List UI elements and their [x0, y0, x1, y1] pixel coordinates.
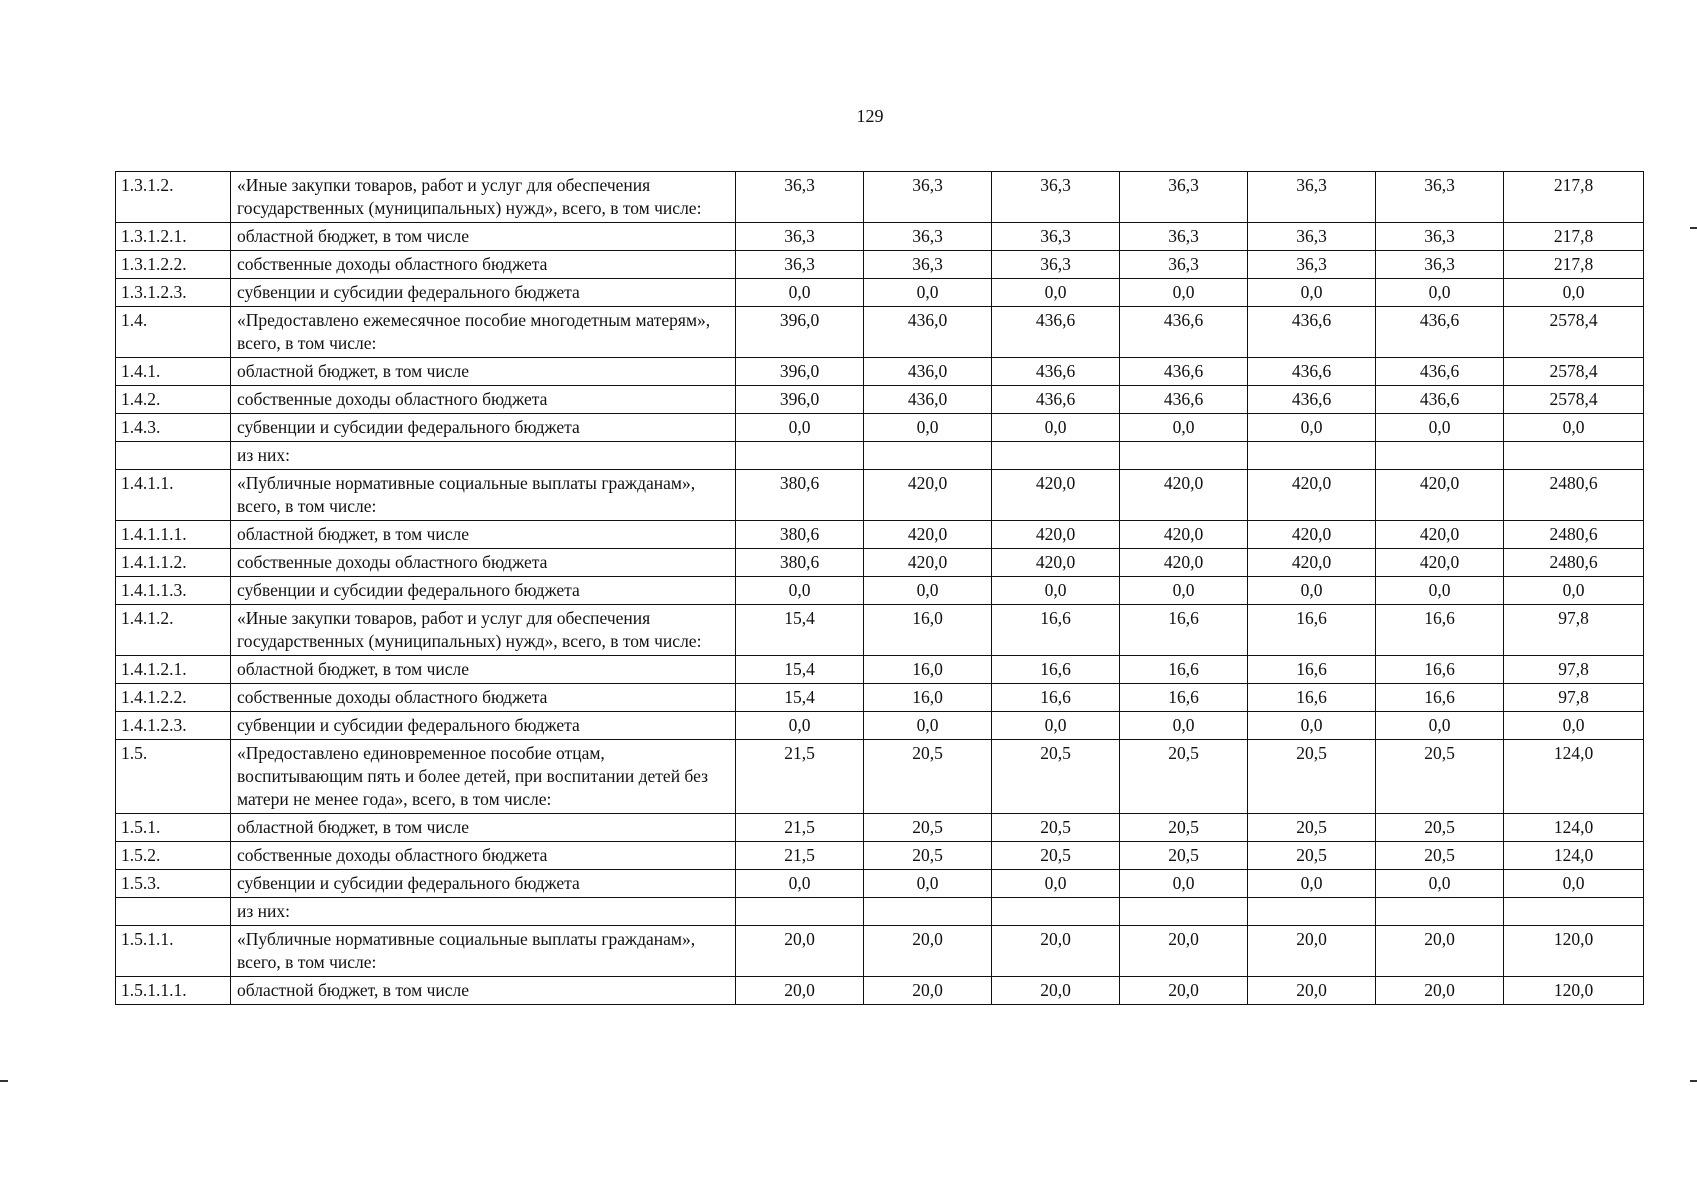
row-value: 436,6	[992, 358, 1120, 386]
row-value: 0,0	[992, 279, 1120, 307]
row-code: 1.4.1.	[116, 358, 231, 386]
row-value: 436,0	[864, 358, 992, 386]
row-value	[864, 442, 992, 470]
row-value: 36,3	[864, 251, 992, 279]
row-value: 36,3	[992, 251, 1120, 279]
row-value: 420,0	[864, 470, 992, 521]
row-code: 1.5.	[116, 740, 231, 814]
row-value: 420,0	[1248, 549, 1376, 577]
table-row	[116, 577, 1644, 605]
row-value: 20,5	[992, 740, 1120, 814]
table-row	[116, 656, 1644, 684]
row-value: 20,0	[864, 977, 992, 1005]
row-value: 16,6	[1376, 684, 1504, 712]
row-value: 36,3	[1376, 172, 1504, 223]
row-total-value: 124,0	[1504, 814, 1644, 842]
row-value: 15,4	[736, 684, 864, 712]
row-total-value: 2480,6	[1504, 521, 1644, 549]
row-value	[1376, 442, 1504, 470]
table-row	[116, 740, 1644, 814]
row-value: 0,0	[1120, 712, 1248, 740]
row-value: 436,6	[1120, 358, 1248, 386]
row-value: 0,0	[1376, 414, 1504, 442]
row-total-value: 217,8	[1504, 172, 1644, 223]
budget-table	[115, 171, 1644, 1005]
row-value: 420,0	[992, 521, 1120, 549]
table-row	[116, 977, 1644, 1005]
row-value: 420,0	[1376, 521, 1504, 549]
row-total-value	[1504, 442, 1644, 470]
row-value: 16,6	[1376, 605, 1504, 656]
row-value: 16,6	[1248, 656, 1376, 684]
row-description: областной бюджет, в том числе	[231, 814, 736, 842]
row-description: собственные доходы областного бюджета	[231, 386, 736, 414]
row-value: 0,0	[1120, 414, 1248, 442]
table-row	[116, 223, 1644, 251]
row-value: 20,5	[1120, 740, 1248, 814]
row-value: 36,3	[1248, 223, 1376, 251]
row-code: 1.5.3.	[116, 870, 231, 898]
row-value: 20,5	[992, 842, 1120, 870]
row-value: 20,5	[1120, 814, 1248, 842]
row-total-value: 97,8	[1504, 605, 1644, 656]
row-value: 396,0	[736, 358, 864, 386]
row-value: 0,0	[1376, 712, 1504, 740]
row-total-value: 0,0	[1504, 577, 1644, 605]
row-value: 420,0	[992, 549, 1120, 577]
row-total-value: 0,0	[1504, 712, 1644, 740]
row-total-value: 124,0	[1504, 740, 1644, 814]
table-row	[116, 926, 1644, 977]
row-value: 16,0	[864, 684, 992, 712]
row-value: 380,6	[736, 470, 864, 521]
row-value: 36,3	[1248, 172, 1376, 223]
row-value: 36,3	[992, 223, 1120, 251]
row-value: 20,5	[1248, 842, 1376, 870]
row-value: 436,0	[864, 307, 992, 358]
row-value: 21,5	[736, 814, 864, 842]
row-value: 20,5	[864, 842, 992, 870]
table-row	[116, 898, 1644, 926]
row-value: 436,6	[1376, 358, 1504, 386]
row-code: 1.5.2.	[116, 842, 231, 870]
row-description: «Иные закупки товаров, работ и услуг для обеспечения государственных (муниципальных) нужд», всего, в том числе:	[231, 605, 736, 656]
row-value: 36,3	[1248, 251, 1376, 279]
row-value: 0,0	[1248, 279, 1376, 307]
row-value: 20,5	[992, 814, 1120, 842]
row-value: 16,6	[1248, 605, 1376, 656]
row-value: 0,0	[736, 577, 864, 605]
row-value: 420,0	[1376, 549, 1504, 577]
row-value: 0,0	[1120, 279, 1248, 307]
row-value: 0,0	[736, 279, 864, 307]
row-total-value: 2578,4	[1504, 307, 1644, 358]
row-value: 0,0	[736, 712, 864, 740]
row-value: 20,0	[864, 926, 992, 977]
row-code: 1.4.3.	[116, 414, 231, 442]
row-value: 36,3	[736, 223, 864, 251]
row-value: 420,0	[1248, 521, 1376, 549]
row-value: 20,0	[736, 926, 864, 977]
row-total-value: 2480,6	[1504, 470, 1644, 521]
scan-edge-mark	[1690, 1080, 1697, 1082]
row-value: 436,6	[1120, 386, 1248, 414]
row-value: 16,6	[1120, 656, 1248, 684]
row-value: 436,6	[1120, 307, 1248, 358]
row-value: 16,6	[992, 605, 1120, 656]
table-row	[116, 712, 1644, 740]
row-value: 436,6	[1248, 386, 1376, 414]
row-value: 0,0	[1120, 870, 1248, 898]
row-code: 1.4.1.1.3.	[116, 577, 231, 605]
row-value: 36,3	[864, 223, 992, 251]
row-description: областной бюджет, в том числе	[231, 521, 736, 549]
table-row	[116, 414, 1644, 442]
table-row	[116, 605, 1644, 656]
table-row	[116, 684, 1644, 712]
row-value: 420,0	[992, 470, 1120, 521]
row-value: 0,0	[1376, 279, 1504, 307]
row-description: областной бюджет, в том числе	[231, 656, 736, 684]
row-description: субвенции и субсидии федерального бюджета	[231, 577, 736, 605]
row-value: 396,0	[736, 307, 864, 358]
row-value: 16,6	[1376, 656, 1504, 684]
row-description: из них:	[231, 442, 736, 470]
row-code	[116, 898, 231, 926]
row-value: 21,5	[736, 740, 864, 814]
row-description: субвенции и субсидии федерального бюджета	[231, 870, 736, 898]
row-value	[736, 898, 864, 926]
row-value: 20,0	[1248, 977, 1376, 1005]
row-value: 0,0	[992, 577, 1120, 605]
row-value: 0,0	[1376, 870, 1504, 898]
row-description: областной бюджет, в том числе	[231, 358, 736, 386]
row-value: 20,5	[1120, 842, 1248, 870]
row-value: 0,0	[736, 870, 864, 898]
row-value: 16,0	[864, 605, 992, 656]
row-code: 1.5.1.1.1.	[116, 977, 231, 1005]
row-code: 1.4.2.	[116, 386, 231, 414]
row-value: 396,0	[736, 386, 864, 414]
row-code	[116, 442, 231, 470]
row-description: «Предоставлено единовременное пособие отцам, воспитывающим пять и более детей, при воспитании детей без матери не менее года», всего, в том числе:	[231, 740, 736, 814]
table-row	[116, 386, 1644, 414]
row-value: 436,0	[864, 386, 992, 414]
row-value: 0,0	[1248, 870, 1376, 898]
row-value: 436,6	[992, 386, 1120, 414]
row-value: 36,3	[736, 251, 864, 279]
row-value: 20,5	[864, 814, 992, 842]
row-value: 21,5	[736, 842, 864, 870]
row-value: 0,0	[1248, 577, 1376, 605]
row-value: 20,5	[864, 740, 992, 814]
row-value: 420,0	[1120, 549, 1248, 577]
row-description: собственные доходы областного бюджета	[231, 251, 736, 279]
row-value: 420,0	[1248, 470, 1376, 521]
table-row	[116, 251, 1644, 279]
row-description: «Публичные нормативные социальные выплаты гражданам», всего, в том числе:	[231, 926, 736, 977]
row-value	[1376, 898, 1504, 926]
table-row	[116, 470, 1644, 521]
row-value: 0,0	[736, 414, 864, 442]
row-value: 0,0	[864, 870, 992, 898]
row-value: 16,0	[864, 656, 992, 684]
row-value: 420,0	[864, 521, 992, 549]
row-code: 1.3.1.2.3.	[116, 279, 231, 307]
table-row	[116, 442, 1644, 470]
table-row	[116, 842, 1644, 870]
row-value	[1248, 442, 1376, 470]
row-value: 16,6	[1120, 684, 1248, 712]
row-code: 1.4.1.2.3.	[116, 712, 231, 740]
row-description: «Публичные нормативные социальные выплаты гражданам», всего, в том числе:	[231, 470, 736, 521]
row-code: 1.4.1.2.	[116, 605, 231, 656]
row-code: 1.5.1.	[116, 814, 231, 842]
row-code: 1.4.1.2.1.	[116, 656, 231, 684]
row-value: 0,0	[864, 577, 992, 605]
scan-edge-mark	[0, 1080, 8, 1082]
row-value: 0,0	[864, 414, 992, 442]
row-value: 436,6	[1248, 358, 1376, 386]
row-value: 0,0	[1248, 712, 1376, 740]
row-total-value: 0,0	[1504, 414, 1644, 442]
row-total-value: 2578,4	[1504, 386, 1644, 414]
table-row	[116, 814, 1644, 842]
row-value	[1120, 442, 1248, 470]
row-value: 0,0	[1248, 414, 1376, 442]
row-value: 436,6	[1248, 307, 1376, 358]
row-value: 20,5	[1376, 740, 1504, 814]
row-value: 0,0	[992, 414, 1120, 442]
row-value: 20,5	[1376, 814, 1504, 842]
row-value: 0,0	[1376, 577, 1504, 605]
row-code: 1.3.1.2.1.	[116, 223, 231, 251]
row-value: 36,3	[1120, 172, 1248, 223]
row-value: 436,6	[1376, 307, 1504, 358]
row-value: 20,0	[736, 977, 864, 1005]
row-value: 20,0	[1248, 926, 1376, 977]
row-value: 36,3	[992, 172, 1120, 223]
row-description: из них:	[231, 898, 736, 926]
row-value: 380,6	[736, 549, 864, 577]
row-value: 36,3	[1376, 251, 1504, 279]
row-description: собственные доходы областного бюджета	[231, 549, 736, 577]
row-value	[736, 442, 864, 470]
row-value	[992, 898, 1120, 926]
row-value: 0,0	[864, 279, 992, 307]
row-value: 20,0	[1376, 977, 1504, 1005]
row-total-value	[1504, 898, 1644, 926]
row-description: субвенции и субсидии федерального бюджета	[231, 279, 736, 307]
row-value: 0,0	[1120, 577, 1248, 605]
row-value: 420,0	[1120, 470, 1248, 521]
table-row	[116, 172, 1644, 223]
row-value: 36,3	[1120, 251, 1248, 279]
row-description: областной бюджет, в том числе	[231, 977, 736, 1005]
row-value	[864, 898, 992, 926]
row-value: 20,5	[1248, 740, 1376, 814]
row-code: 1.4.1.2.2.	[116, 684, 231, 712]
row-total-value: 217,8	[1504, 223, 1644, 251]
row-value: 16,6	[1120, 605, 1248, 656]
row-total-value: 124,0	[1504, 842, 1644, 870]
row-value: 20,0	[992, 926, 1120, 977]
table-row	[116, 870, 1644, 898]
row-value	[1248, 898, 1376, 926]
table-row	[116, 549, 1644, 577]
row-value: 436,6	[1376, 386, 1504, 414]
row-code: 1.5.1.1.	[116, 926, 231, 977]
table-row	[116, 358, 1644, 386]
row-value: 20,5	[1248, 814, 1376, 842]
table-row	[116, 307, 1644, 358]
table-row	[116, 279, 1644, 307]
row-value: 20,0	[1120, 926, 1248, 977]
scan-edge-mark	[1690, 227, 1697, 229]
row-value: 15,4	[736, 656, 864, 684]
row-description: субвенции и субсидии федерального бюджета	[231, 414, 736, 442]
table-body	[116, 172, 1644, 1005]
row-value: 420,0	[1120, 521, 1248, 549]
row-value: 15,4	[736, 605, 864, 656]
row-code: 1.4.1.1.1.	[116, 521, 231, 549]
row-value: 0,0	[864, 712, 992, 740]
row-value: 20,5	[1376, 842, 1504, 870]
row-total-value: 97,8	[1504, 656, 1644, 684]
row-description: «Иные закупки товаров, работ и услуг для обеспечения государственных (муниципальных) нужд», всего, в том числе:	[231, 172, 736, 223]
row-value	[992, 442, 1120, 470]
row-value: 0,0	[992, 712, 1120, 740]
row-value: 20,0	[1120, 977, 1248, 1005]
row-total-value: 2480,6	[1504, 549, 1644, 577]
row-description: областной бюджет, в том числе	[231, 223, 736, 251]
row-code: 1.3.1.2.2.	[116, 251, 231, 279]
row-value: 20,0	[1376, 926, 1504, 977]
row-total-value: 120,0	[1504, 977, 1644, 1005]
row-value: 20,0	[992, 977, 1120, 1005]
row-value: 420,0	[1376, 470, 1504, 521]
row-value: 436,6	[992, 307, 1120, 358]
row-value: 16,6	[1248, 684, 1376, 712]
row-value: 0,0	[992, 870, 1120, 898]
row-value: 36,3	[736, 172, 864, 223]
row-code: 1.4.1.1.	[116, 470, 231, 521]
row-total-value: 0,0	[1504, 279, 1644, 307]
row-description: собственные доходы областного бюджета	[231, 684, 736, 712]
row-value: 36,3	[864, 172, 992, 223]
row-total-value: 2578,4	[1504, 358, 1644, 386]
row-total-value: 120,0	[1504, 926, 1644, 977]
row-value: 36,3	[1120, 223, 1248, 251]
row-value	[1120, 898, 1248, 926]
row-value: 420,0	[864, 549, 992, 577]
row-total-value: 217,8	[1504, 251, 1644, 279]
row-total-value: 97,8	[1504, 684, 1644, 712]
page-number: 129	[856, 106, 884, 126]
row-code: 1.4.1.1.2.	[116, 549, 231, 577]
row-value: 16,6	[992, 656, 1120, 684]
row-total-value: 0,0	[1504, 870, 1644, 898]
table-row	[116, 521, 1644, 549]
row-description: «Предоставлено ежемесячное пособие многодетным матерям», всего, в том числе:	[231, 307, 736, 358]
row-code: 1.3.1.2.	[116, 172, 231, 223]
row-code: 1.4.	[116, 307, 231, 358]
row-description: субвенции и субсидии федерального бюджета	[231, 712, 736, 740]
row-description: собственные доходы областного бюджета	[231, 842, 736, 870]
row-value: 380,6	[736, 521, 864, 549]
row-value: 16,6	[992, 684, 1120, 712]
row-value: 36,3	[1376, 223, 1504, 251]
